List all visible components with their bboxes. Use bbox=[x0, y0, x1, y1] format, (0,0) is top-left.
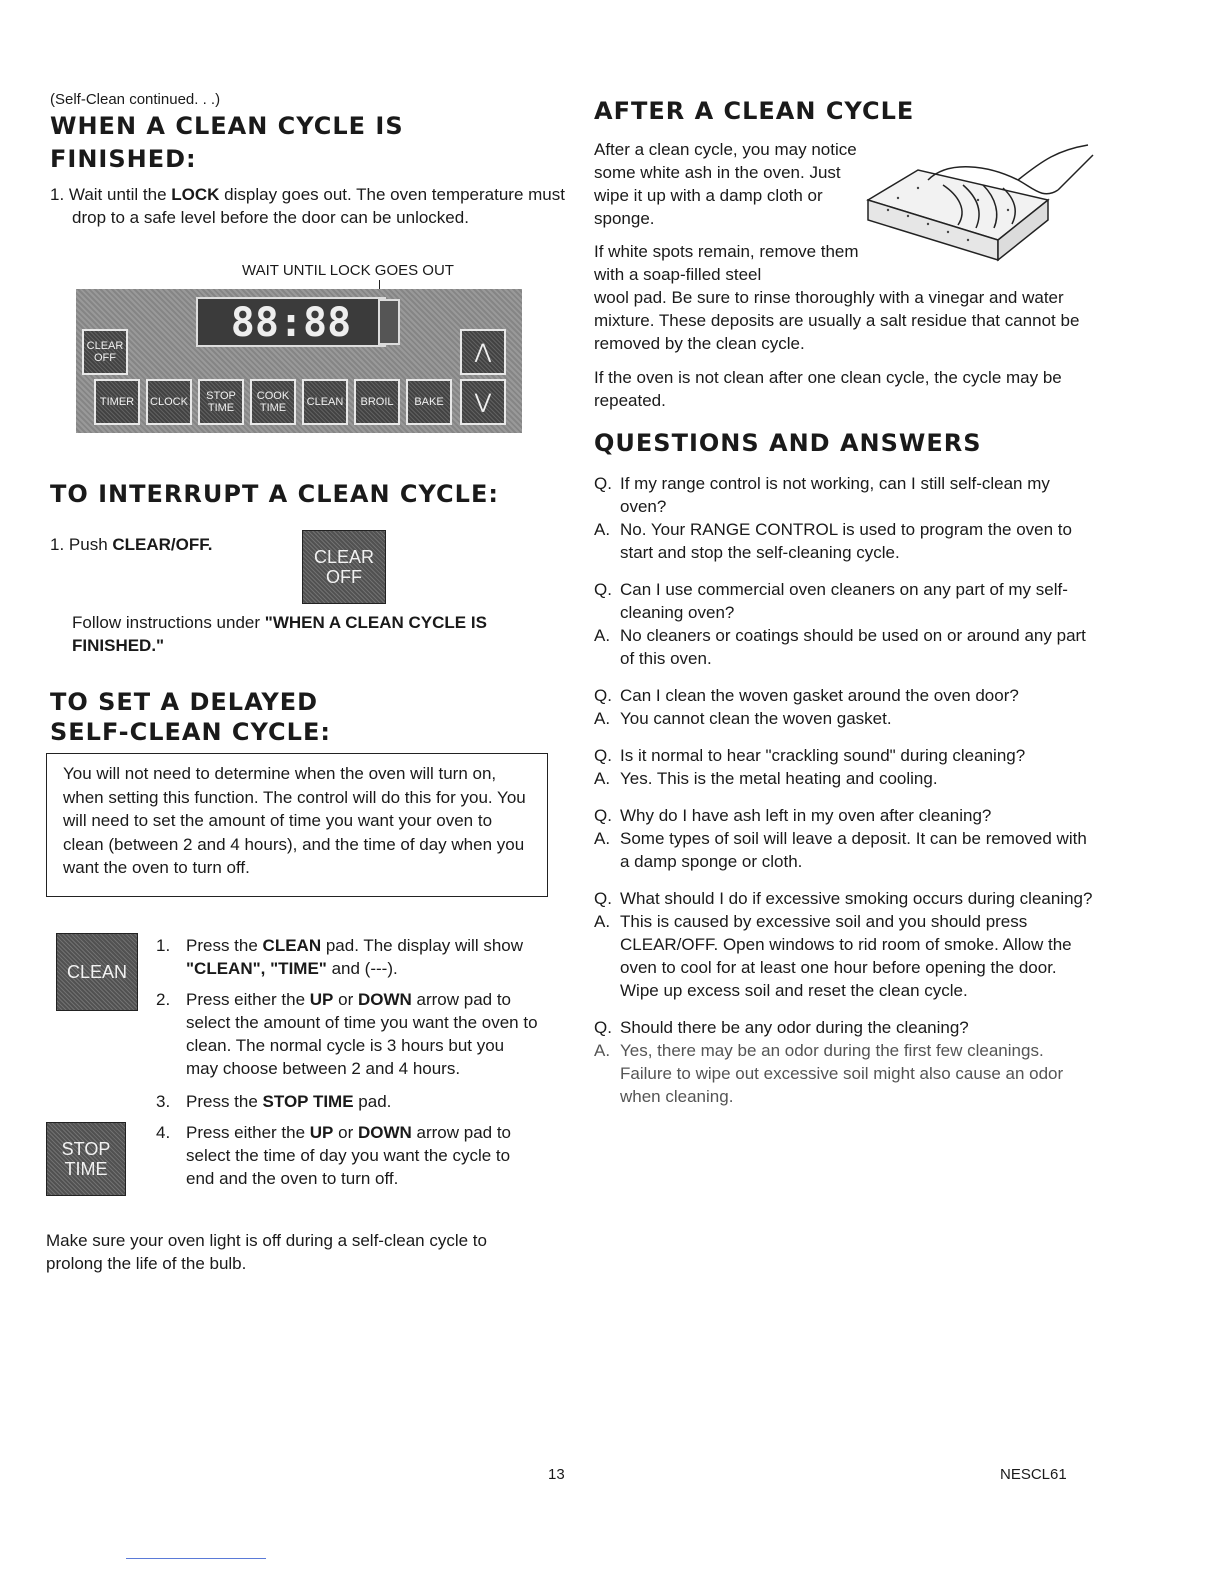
delayed-steps bbox=[156, 934, 540, 1190]
interrupt-heading: TO INTERRUPT A CLEAN CYCLE: bbox=[50, 480, 499, 508]
after-heading: AFTER A CLEAN CYCLE bbox=[594, 97, 915, 125]
page-number: 13 bbox=[548, 1466, 565, 1483]
answer: A. Some types of soil will leave a deposit. It can be removed with a damp sponge or cloth. bbox=[594, 829, 1087, 871]
qa-item bbox=[594, 1016, 1094, 1108]
follow-instructions: Follow instructions under "WHEN A CLEAN CYCLE IS FINISHED." bbox=[72, 613, 487, 655]
qa-item bbox=[594, 804, 1094, 873]
document-code: NESCL61 bbox=[1000, 1466, 1067, 1483]
qa-item bbox=[594, 887, 1094, 1002]
stop-time-large-pad: STOP TIME bbox=[46, 1122, 126, 1196]
panel-caption: WAIT UNTIL LOCK GOES OUT bbox=[242, 262, 454, 279]
list-item: 2. Press either the UP or DOWN arrow pad to select the amount of time you want the oven to clean. The normal cycle is 3 hours but you may choose between 2 and 4 hours. bbox=[156, 990, 538, 1078]
question: Q. Can I use commercial oven cleaners on any part of my self-cleaning oven? bbox=[594, 580, 1068, 622]
hand-wiping-sponge-icon bbox=[858, 140, 1098, 270]
clear-off-pad[interactable]: CLEAR OFF bbox=[82, 329, 128, 375]
list-item: 3. Press the STOP TIME pad. bbox=[156, 1092, 392, 1111]
qa-item bbox=[594, 472, 1094, 564]
question: Q. If my range control is not working, can I still self-clean my oven? bbox=[594, 474, 1050, 516]
question: Q. Why do I have ash left in my oven after cleaning? bbox=[594, 806, 992, 825]
bulb-note: Make sure your oven light is off during a self-clean cycle to prolong the life of the bulb. bbox=[46, 1231, 487, 1273]
cook-time-pad[interactable]: COOK TIME bbox=[250, 379, 296, 425]
clean-pad[interactable]: CLEAN bbox=[302, 379, 348, 425]
down-arrow-icon: ⋁ bbox=[474, 391, 492, 413]
continued-note: (Self-Clean continued. . .) bbox=[50, 91, 221, 108]
answer: A. No. Your RANGE CONTROL is used to program the oven to start and stop the self-cleaning cycle. bbox=[594, 520, 1072, 562]
timer-pad[interactable]: TIMER bbox=[94, 379, 140, 425]
question: Q. Is it normal to hear "crackling sound" during cleaning? bbox=[594, 746, 1026, 765]
down-arrow-pad[interactable] bbox=[460, 379, 506, 425]
delayed-info-text: You will not need to determine when the oven will turn on, when setting this function. The control will do this for you. You will need to set the amount of time you want your oven to clean (between 2 and 4 hours), and the time of day when you want the oven to turn off. bbox=[63, 764, 526, 877]
after-paragraph-1: After a clean cycle, you may notice some white ash in the oven. Just wipe it up with a damp cloth or sponge. bbox=[594, 140, 857, 228]
question: Q. Can I clean the woven gasket around the oven door? bbox=[594, 686, 1019, 705]
question: Q. Should there be any odor during the cleaning? bbox=[594, 1018, 969, 1037]
finished-heading: WHEN A CLEAN CYCLE IS FINISHED: bbox=[50, 112, 404, 173]
interrupt-step: 1. Push CLEAR/OFF. bbox=[50, 535, 213, 554]
clear-off-large-pad: CLEAR OFF bbox=[302, 530, 386, 604]
answer: A. You cannot clean the woven gasket. bbox=[594, 709, 892, 728]
footer-rule bbox=[126, 1558, 266, 1559]
bake-pad[interactable]: BAKE bbox=[406, 379, 452, 425]
clock-pad[interactable]: CLOCK bbox=[146, 379, 192, 425]
delayed-heading-1: TO SET A DELAYED bbox=[50, 688, 319, 716]
list-item: 4. Press either the UP or DOWN arrow pad to select the time of day you want the cycle to end and the oven to turn off. bbox=[156, 1123, 512, 1188]
control-panel bbox=[76, 289, 522, 433]
delayed-heading-2: SELF-CLEAN CYCLE: bbox=[50, 718, 331, 746]
answer: A. Yes, there may be an odor during the first few cleanings. Failure to wipe out excessive soil might also cause an odor when cleaning. bbox=[594, 1041, 1064, 1106]
qa-item bbox=[594, 744, 1094, 790]
answer: A. This is caused by excessive soil and you should press CLEAR/OFF. Open windows to rid room of smoke. Allow the oven to cool for at least one hour before opening the door. Wipe up excess soil and reset the clean cycle. bbox=[594, 912, 1072, 1000]
delayed-info-box bbox=[46, 753, 548, 897]
list-item: 1. Press the CLEAN pad. The display will show "CLEAN", "TIME" and (---). bbox=[156, 936, 524, 978]
qa-list bbox=[594, 472, 1094, 1108]
finished-step-1: 1. Wait until the LOCK display goes out. The oven temperature must drop to a safe level before the door can be unlocked. bbox=[50, 185, 565, 227]
stop-time-pad[interactable]: STOP TIME bbox=[198, 379, 244, 425]
after-paragraph-2b: wool pad. Be sure to rinse thoroughly with a vinegar and water mixture. These deposits are usually a salt residue that cannot be removed by the clean cycle. bbox=[594, 288, 1080, 353]
qa-item bbox=[594, 578, 1094, 670]
up-arrow-icon: ⋀ bbox=[474, 341, 492, 363]
panel-display: 88:88 bbox=[196, 297, 386, 347]
clean-large-pad: CLEAN bbox=[56, 933, 138, 1011]
broil-pad[interactable]: BROIL bbox=[354, 379, 400, 425]
qa-heading: QUESTIONS AND ANSWERS bbox=[594, 429, 982, 457]
question: Q. What should I do if excessive smoking occurs during cleaning? bbox=[594, 889, 1093, 908]
up-arrow-pad[interactable] bbox=[460, 329, 506, 375]
answer: A. No cleaners or coatings should be used on or around any part of this oven. bbox=[594, 626, 1086, 668]
qa-item bbox=[594, 684, 1094, 730]
after-paragraph-2a: If white spots remain, remove them with a soap-filled steel bbox=[594, 242, 859, 284]
answer: A. Yes. This is the metal heating and cooling. bbox=[594, 769, 938, 788]
after-paragraph-3: If the oven is not clean after one clean cycle, the cycle may be repeated. bbox=[594, 368, 1062, 410]
lock-indicator bbox=[378, 299, 400, 345]
